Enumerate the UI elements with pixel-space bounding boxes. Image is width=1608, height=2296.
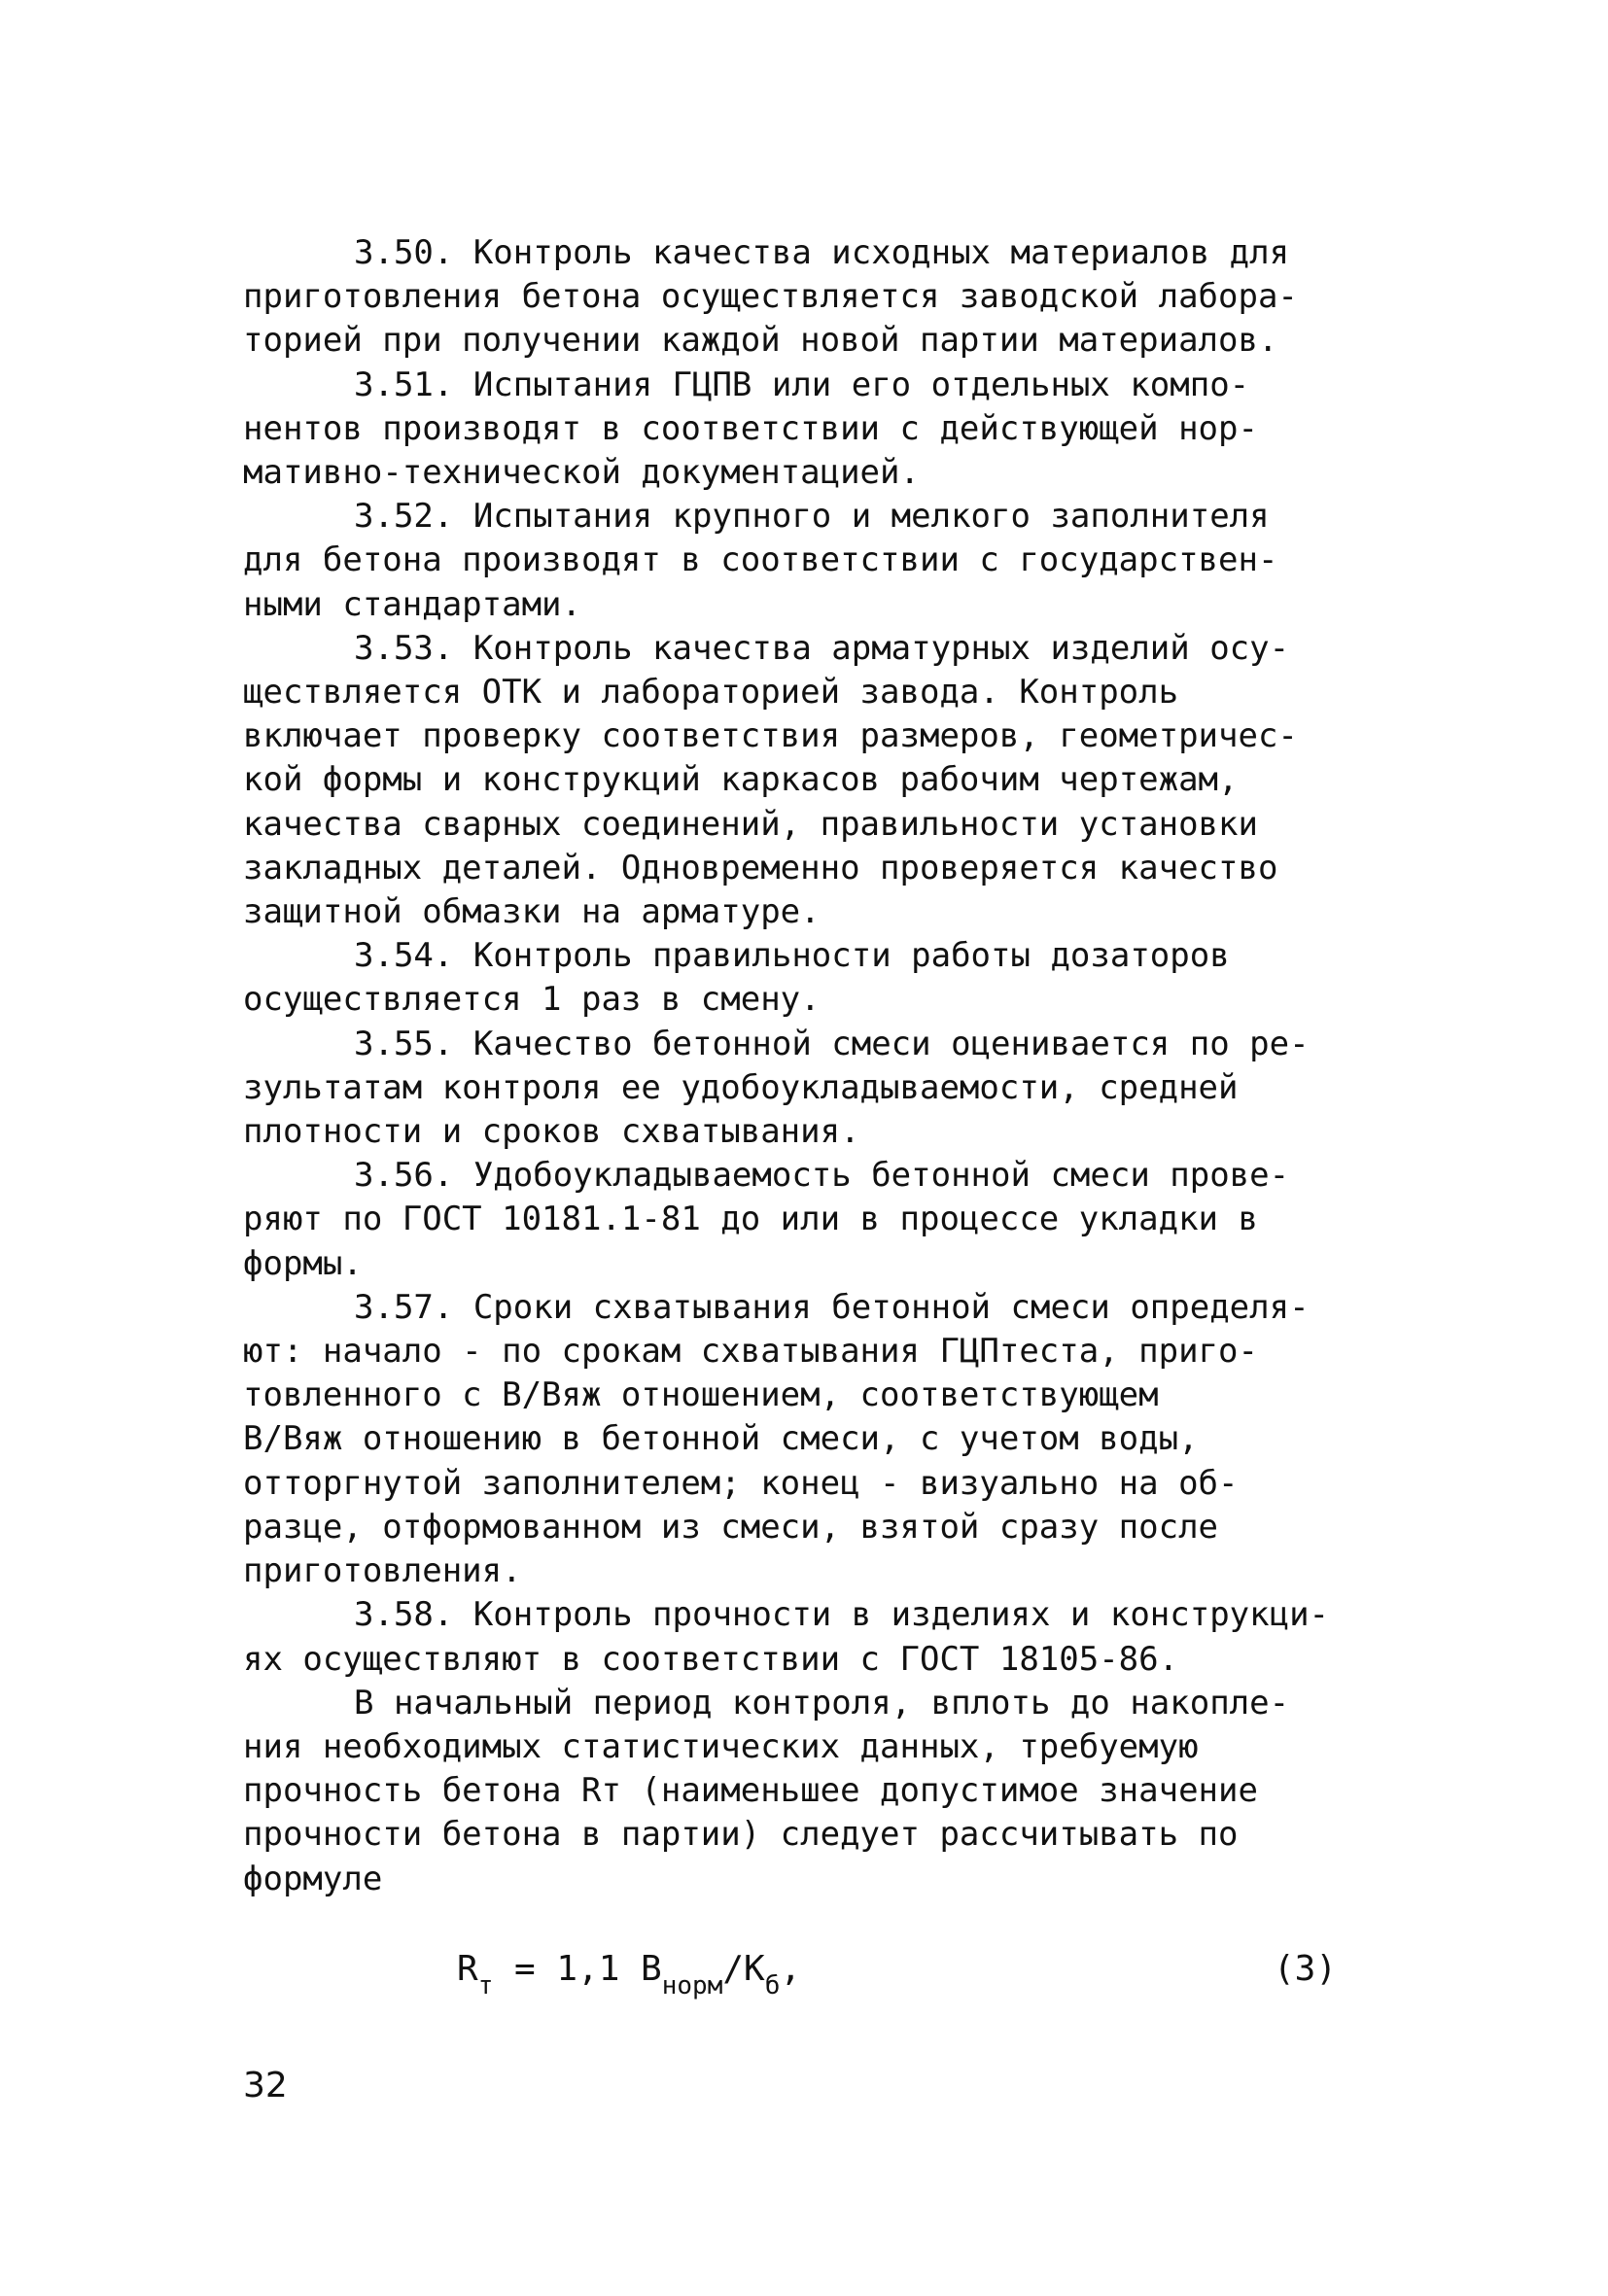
text-line: 3.50. Контроль качества исходных материалов для: [354, 233, 1290, 272]
text-line: товленного с В/Вяж отношением, соответствующем: [243, 1375, 1159, 1415]
text-line: формы.: [243, 1243, 363, 1283]
text-line: ют: начало - по срокам схватывания ГЦПтеста, приго-: [243, 1332, 1258, 1372]
text-line: прочности бетона в партии) следует рассчитывать по: [243, 1815, 1239, 1855]
text-line: для бетона производят в соответствии с государствен-: [243, 540, 1278, 580]
text-line: 3.52. Испытания крупного и мелкого заполнителя: [354, 497, 1270, 537]
text-line: формуле: [243, 1859, 383, 1898]
text-line: включает проверку соответствия размеров, геометричес-: [243, 716, 1298, 756]
text-line: ными стандартами.: [243, 584, 581, 624]
paragraph-3-54: [243, 934, 1410, 1022]
text-line: 3.53. Контроль качества арматурных изделий осу-: [354, 628, 1290, 668]
text-line: нентов производят в соответствии с действующей нор-: [243, 408, 1258, 448]
formula-b-subscript: норм: [661, 1971, 723, 2000]
text-line: В начальный период контроля, вплоть до накопле-: [354, 1683, 1290, 1722]
formula-3: [457, 1949, 1338, 2017]
text-line: 3.51. Испытания ГЦПВ или его отдельных компо-: [354, 365, 1250, 404]
text-line: плотности и сроков схватывания.: [243, 1112, 860, 1152]
paragraph-3-56: [243, 1154, 1410, 1286]
text-line: 3.58. Контроль прочности в изделиях и конструкци-: [354, 1595, 1330, 1635]
text-line: закладных деталей. Одновременно проверяется качество: [243, 848, 1278, 887]
text-line: торией при получении каждой новой партии материалов.: [243, 321, 1278, 361]
text-line: прочность бетона Rт (наименьшее допустимое значение: [243, 1771, 1258, 1811]
text-line: приготовления бетона осуществляется заводской лабора-: [243, 277, 1298, 317]
text-line: мативно-технической документацией.: [243, 453, 920, 493]
formula-expression: [457, 1949, 802, 2000]
formula-slash-k: /K: [722, 1949, 765, 1989]
paragraph-3-57: [243, 1286, 1410, 1593]
formula-k-subscript: б: [764, 1971, 781, 2000]
text-line: качества сварных соединений, правильности установки: [243, 804, 1258, 844]
text-line: В/Вяж отношению в бетонной смеси, с учетом воды,: [243, 1419, 1199, 1459]
text-line: ях осуществляют в соответствии с ГОСТ 18105-86.: [243, 1639, 1179, 1679]
formula-number: (3): [1274, 1949, 1338, 1989]
paragraph-3-55: [243, 1023, 1410, 1155]
text-line: кой формы и конструкций каркасов рабочим чертежам,: [243, 760, 1239, 800]
formula-tail: ,: [780, 1949, 802, 1989]
text-line: 3.56. Удобоукладываемость бетонной смеси прове-: [354, 1156, 1290, 1196]
text-line: осуществляется 1 раз в смену.: [243, 980, 821, 1020]
formula-r-subscript: т: [477, 1971, 494, 2000]
formula-equals-coef-b: = 1,1 B: [493, 1949, 662, 1989]
paragraph-3-50: [243, 231, 1410, 364]
paragraph-3-51: [243, 364, 1410, 496]
text-line: зультатам контроля ее удобоукладываемости, средней: [243, 1067, 1239, 1107]
text-line: ряют по ГОСТ 10181.1-81 до или в процессе укладки в: [243, 1200, 1258, 1239]
text-line: отторгнутой заполнителем; конец - визуально на об-: [243, 1463, 1239, 1503]
formula-r: R: [457, 1949, 478, 1989]
paragraph-initial: [243, 1682, 1410, 1901]
text-line: 3.54. Контроль правильности работы дозаторов: [354, 936, 1230, 976]
text-line: 3.55. Качество бетонной смеси оценивается по ре-: [354, 1024, 1310, 1063]
page-number: 32: [243, 2066, 288, 2105]
text-line: 3.57. Сроки схватывания бетонной смеси определя-: [354, 1287, 1310, 1327]
body-text: [243, 231, 1410, 1901]
text-line: ния необходимых статистических данных, требуемую: [243, 1726, 1199, 1766]
paragraph-3-58: [243, 1593, 1410, 1681]
text-line: приготовления.: [243, 1551, 522, 1591]
paragraph-3-52: [243, 495, 1410, 627]
text-line: ществляется ОТК и лабораторией завода. Контроль: [243, 673, 1179, 713]
paragraph-3-53: [243, 627, 1410, 934]
text-line: защитной обмазки на арматуре.: [243, 892, 821, 932]
text-line: разце, отформованном из смеси, взятой сразу после: [243, 1507, 1219, 1547]
